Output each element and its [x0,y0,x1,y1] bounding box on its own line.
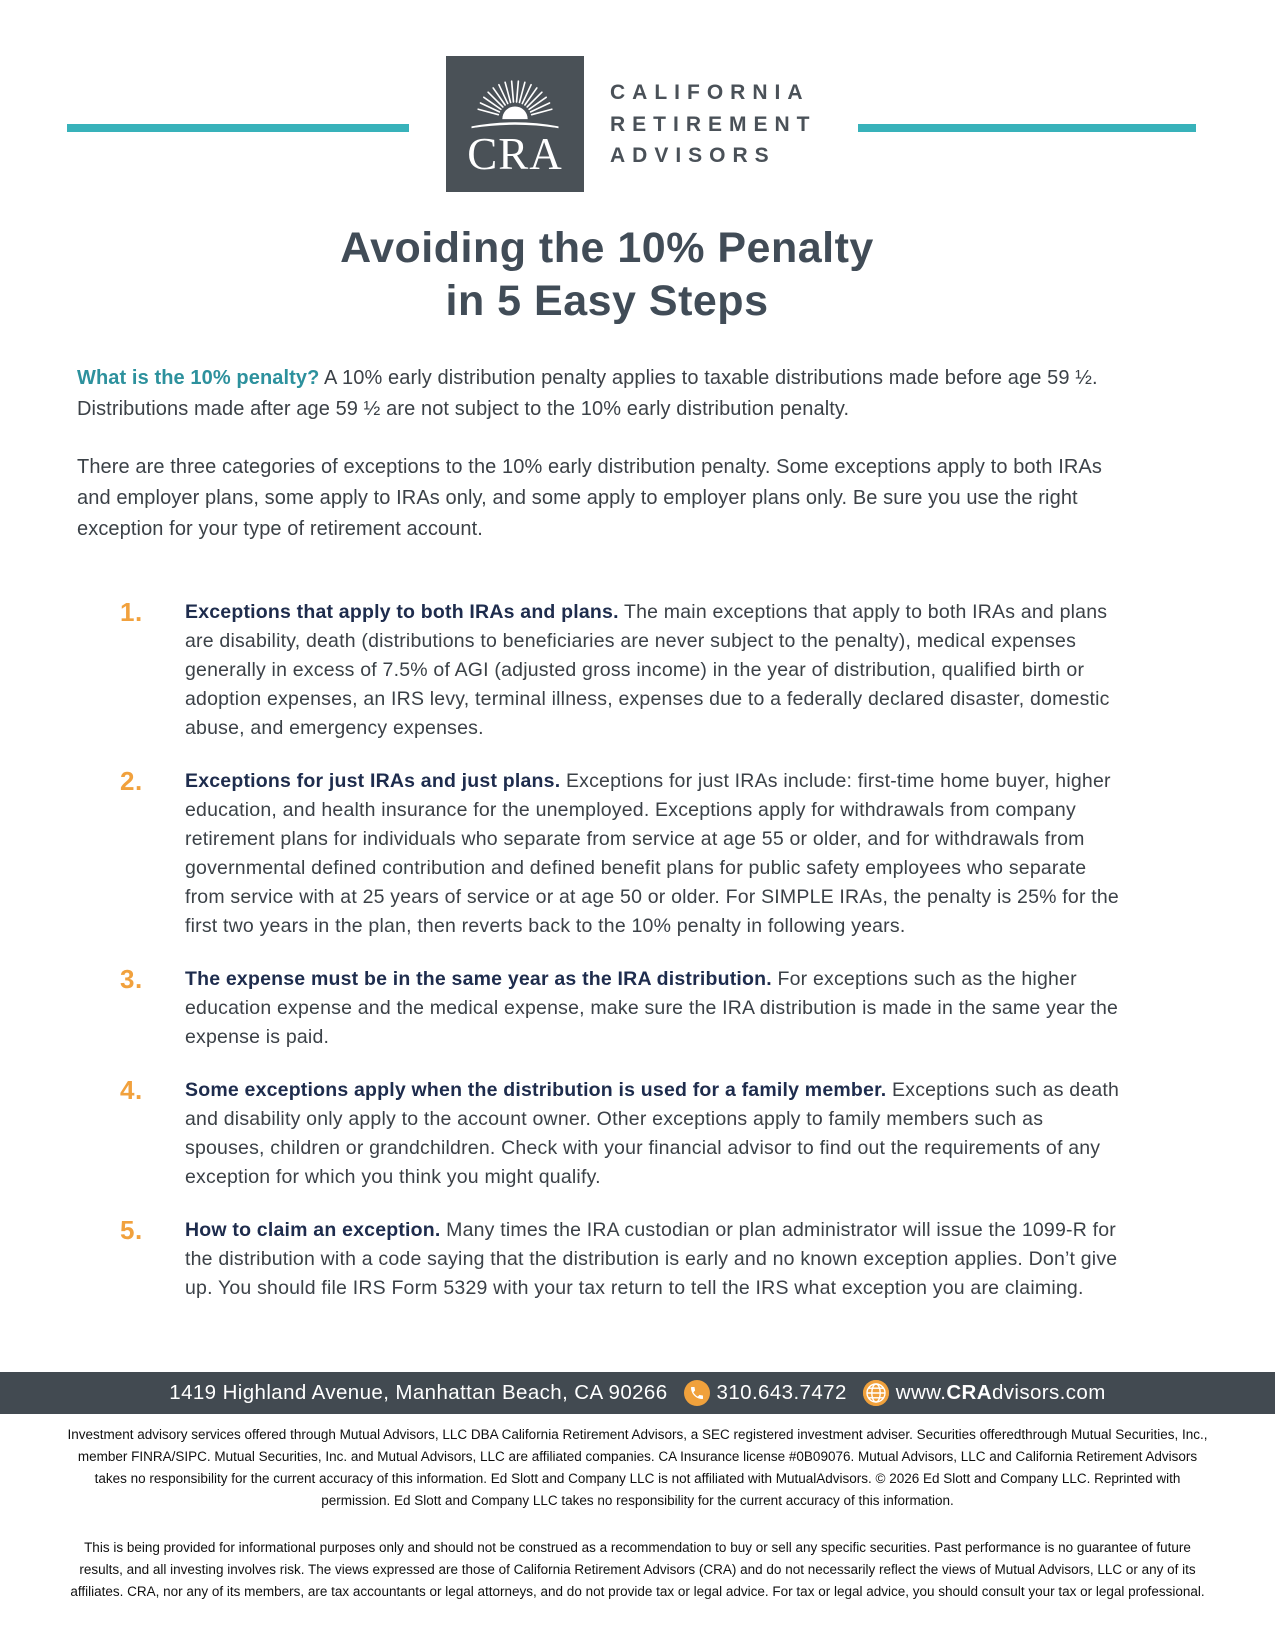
step-5-number: 5. [120,1215,143,1245]
brand-line-1: CALIFORNIA [610,81,810,104]
intro-section [77,363,1139,572]
step-4 [120,1076,1120,1192]
step-2-heading: Exceptions for just IRAs and just plans. [185,770,561,792]
step-2-text [185,767,1120,941]
phone-number: 310.643.7472 [716,1381,847,1404]
disclaimer-paragraph-1: Investment advisory services offered through Mutual Advisors, LLC DBA California Retirement Advisors, a SEC registered investment adviser. Securities offeredthrough Mutual Securities, Inc., member FINRA/SIPC. Mutual Securities, Inc. and Mutual Advisors, LLC are affiliated companies. CA Insurance license #0B09076. Mutual Advisors, LLC and California Retirement Advisors takes no responsibility for the current accuracy of this information. Ed Slott and Company LLC is not affiliated with MutualAdvisors. © 2026 Ed Slott and Company LLC. Reprinted with permission. Ed Slott and Company LLC takes no responsibility for the current accuracy of this information. [67,1427,1208,1508]
logo-wordmark: CRA [467,128,563,179]
step-5-text [185,1216,1120,1303]
step-1-number: 1. [120,597,143,627]
website-group [863,1380,1106,1406]
page-title-line2: in 5 Easy Steps [445,277,769,325]
disclaimer-paragraph-2: This is being provided for informational purposes only and should not be construed as a recommendation to buy or sell any specific securities. Past performance is no guarantee of future results, and all investing involves risk. The views expressed are those of California Retirement Advisors (CRA) and do not necessarily reflect the views of Mutual Advisors, LLC or any of its affiliates. CRA, nor any of its members, are tax accountants or legal attorneys, and do not provide tax or legal advice. For tax or legal advice, you should consult your tax or legal professional. [70,1540,1205,1599]
accent-line-right [858,124,1196,132]
brand-name [610,77,817,172]
step-2 [120,767,1120,941]
step-3-text [185,965,1120,1052]
step-3 [120,965,1120,1052]
intro-paragraph-2: There are three categories of exceptions to the 10% early distribution penalty. Some exceptions apply to both IRAs and employer plans, some apply to IRAs only, and some apply to employer plans only. Be sure you use the right exception for your type of retirement account. [77,456,1102,540]
step-5-heading: How to claim an exception. [185,1219,441,1241]
cra-logo [446,56,584,192]
phone-icon [684,1380,710,1406]
globe-icon [863,1380,889,1406]
brand-line-2: RETIREMENT [610,112,817,136]
step-3-heading: The expense must be in the same year as the IRA distribution. [185,968,772,990]
step-1-body: The main exceptions that apply to both IRAs and plans are disability, death (distributions to beneficiaries are never subject to the penalty), medical expenses generally in excess of 7.5% of AGI (adjusted gross income) in the year of distribution, qualified birth or adoption expenses, an IRS levy, terminal illness, expenses due to a federally declared disaster, domestic abuse, and emergency expenses. [185,601,1110,739]
step-1-text [185,598,1120,743]
street-address: 1419 Highland Avenue, Manhattan Beach, CA 90266 [169,1381,668,1404]
step-5 [120,1216,1120,1303]
step-2-number: 2. [120,766,143,796]
step-1-heading: Exceptions that apply to both IRAs and plans. [185,601,619,623]
intro-paragraph-1 [77,363,1139,425]
website-prefix: www. [895,1381,947,1404]
intro-lead-body: A 10% early distribution penalty applies to taxable distributions made before age 59 ½. Distributions made after age 59 ½ are not subject to the 10% early distribution penalty. [77,367,1098,420]
step-5-body: Many times the IRA custodian or plan administrator will issue the 1099-R for the distribution with a code saying that the distribution is early and no known exception applies. Don’t give up. You should file IRS Form 5329 with your tax return to tell the IRS what exception you are claiming. [185,1219,1118,1299]
step-4-heading: Some exceptions apply when the distribution is used for a family member. [185,1079,887,1101]
steps-list [120,598,1120,1327]
phone-group [684,1380,847,1406]
step-1 [120,598,1120,743]
website-brand: CRA [946,1381,992,1404]
step-2-body: Exceptions for just IRAs include: first-time home buyer, higher education, and health insurance for the unemployed. Exceptions apply for withdrawals from company retirement plans for individuals who separate from service at age 55 or older, and for withdrawals from governmental defined contribution and defined benefit plans for public safety employees who separate from service with at 25 years of service or at age 50 or older. For SIMPLE IRAs, the penalty is 25% for the first two years in the plan, then reverts back to the 10% penalty in following years. [185,770,1119,937]
step-3-number: 3. [120,964,143,994]
sunrise-icon [459,72,571,130]
disclaimer-section [62,1424,1213,1628]
step-3-body: For exceptions such as the higher education expense and the medical expense, make sure the IRA distribution is made in the same year the expense is paid. [185,968,1119,1048]
step-4-body: Exceptions such as death and disability only apply to the account owner. Other exceptions apply to family members such as spouses, children or grandchildren. Check with your financial advisor to find out the requirements of any exception for which you think you might qualify. [185,1079,1120,1188]
page-title-line1: Avoiding the 10% Penalty [340,224,874,272]
page-title [77,222,1137,328]
step-4-text [185,1076,1120,1192]
contact-bar [0,1372,1275,1414]
accent-line-left [67,124,409,132]
brand-line-3: ADVISORS [610,144,776,167]
step-4-number: 4. [120,1075,143,1105]
website-suffix: dvisors.com [991,1381,1106,1404]
website-url [896,1381,1106,1405]
intro-lead-label: What is the 10% penalty? [77,367,320,389]
